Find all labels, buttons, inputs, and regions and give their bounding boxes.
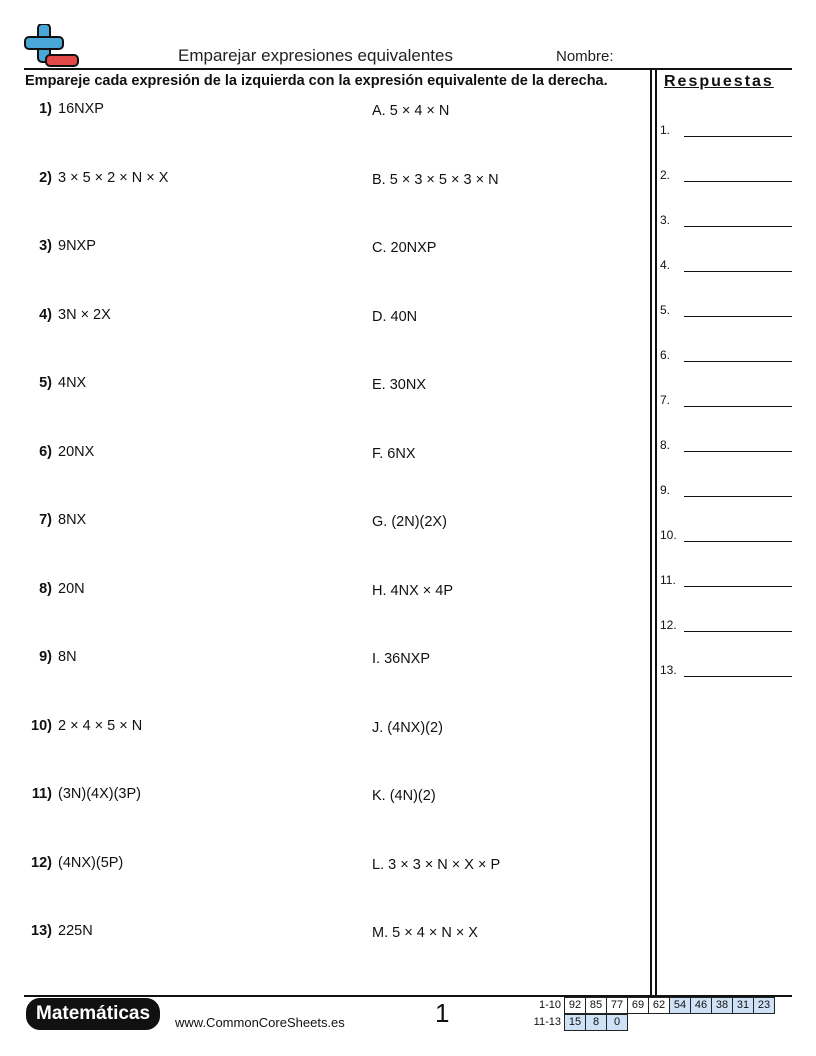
question-number: 1): [39, 101, 52, 117]
answer-line[interactable]: [684, 181, 792, 182]
answer-line[interactable]: [684, 676, 792, 677]
instructions: Empareje cada expresión de la izquierda con la expresión equivalente de la derecha.: [25, 73, 608, 89]
question-expression: 3 × 5 × 2 × N × X: [58, 169, 169, 186]
question-item: [24, 375, 86, 391]
answer-label: 5.: [660, 303, 671, 317]
question-item: [24, 170, 168, 186]
answers-title: Respuestas: [664, 73, 774, 90]
score-cell: 77: [606, 997, 628, 1014]
answer-label: 10.: [660, 528, 677, 542]
question-number: 2): [39, 169, 52, 186]
question-expression: 2 × 4 × 5 × N: [58, 717, 143, 734]
score-cell: 85: [585, 997, 607, 1014]
option-item: K. (4N)(2): [372, 788, 436, 804]
question-expression: 225N: [58, 923, 93, 939]
option-item: D. 40N: [372, 308, 418, 325]
score-cell: 23: [753, 997, 775, 1014]
question-expression: 8N: [58, 649, 77, 665]
question-item: [24, 307, 111, 323]
answer-line[interactable]: [684, 541, 792, 542]
question-item: [24, 649, 77, 665]
question-number: 9): [39, 649, 52, 665]
question-expression: 20NX: [58, 443, 95, 460]
score-cell: 0: [606, 1014, 628, 1031]
question-number: 8): [39, 580, 52, 597]
header-rule: [24, 68, 792, 70]
question-number: 5): [39, 375, 52, 391]
option-item: L. 3 × 3 × N × X × P: [372, 856, 501, 873]
answer-line[interactable]: [684, 406, 792, 407]
answer-label: 11.: [660, 573, 676, 587]
option-item: J. (4NX)(2): [372, 719, 443, 736]
question-number: 3): [39, 238, 52, 254]
question-number: 6): [39, 443, 52, 460]
answer-column-divider: [650, 68, 652, 996]
option-item: M. 5 × 4 × N × X: [372, 925, 478, 941]
answer-line[interactable]: [684, 136, 792, 137]
plus-minus-logo-icon: [24, 24, 80, 68]
question-expression: (4NX)(5P): [58, 854, 124, 871]
option-item: G. (2N)(2X): [372, 514, 447, 530]
question-number: 13): [31, 923, 52, 939]
score-row: [525, 997, 775, 1013]
page-number: 1: [435, 998, 450, 1028]
score-cell: 92: [564, 997, 586, 1014]
option-item: E. 30NX: [372, 377, 426, 393]
score-row-label: 11-13: [533, 1016, 561, 1028]
option-item: A. 5 × 4 × N: [372, 103, 450, 119]
question-expression: 3N × 2X: [58, 306, 111, 323]
answer-line[interactable]: [684, 226, 792, 227]
answer-line[interactable]: [684, 271, 792, 272]
answer-label: 13.: [660, 663, 677, 677]
question-expression: 8NX: [58, 512, 87, 528]
answer-label: 12.: [660, 618, 677, 632]
score-cell: 46: [690, 997, 712, 1014]
question-item: [24, 101, 104, 117]
score-cell: 69: [627, 997, 649, 1014]
answer-line[interactable]: [684, 451, 792, 452]
question-item: [24, 238, 96, 254]
answer-label: 8.: [660, 438, 671, 452]
score-cell: 31: [732, 997, 754, 1014]
worksheet-title: Emparejar expresiones equivalentes: [178, 46, 453, 65]
option-item: C. 20NXP: [372, 240, 437, 256]
score-cell: 15: [564, 1014, 586, 1031]
score-cell: 38: [711, 997, 733, 1014]
answer-label: 7.: [660, 393, 671, 407]
question-item: [24, 786, 141, 802]
question-expression: 9NXP: [58, 238, 96, 254]
question-number: 10): [31, 717, 52, 734]
option-item: B. 5 × 3 × 5 × 3 × N: [372, 171, 499, 188]
question-expression: 16NXP: [58, 101, 104, 117]
score-row: [525, 1014, 628, 1030]
name-label: Nombre:: [556, 48, 614, 65]
score-row-label: 1-10: [538, 999, 561, 1011]
question-number: 7): [39, 512, 52, 528]
answer-label: 6.: [660, 348, 671, 362]
answer-column-divider-inner: [655, 68, 657, 996]
score-cell: 54: [669, 997, 691, 1014]
question-number: 11): [31, 786, 52, 802]
question-item: [24, 581, 85, 597]
answer-label: 4.: [660, 258, 671, 272]
question-number: 12): [31, 854, 52, 871]
question-expression: (3N)(4X)(3P): [58, 786, 141, 802]
question-item: [24, 512, 86, 528]
question-item: [24, 855, 123, 871]
question-number: 4): [39, 306, 52, 323]
score-cell: 62: [648, 997, 670, 1014]
score-cell: 8: [585, 1014, 607, 1031]
answer-label: 2.: [660, 168, 671, 182]
answer-line[interactable]: [684, 361, 792, 362]
question-expression: 4NX: [58, 375, 87, 391]
option-item: F. 6NX: [372, 445, 416, 462]
question-item: [24, 444, 94, 460]
answer-line[interactable]: [684, 496, 792, 497]
site-url: www.CommonCoreSheets.es: [175, 1015, 345, 1030]
brand-badge: Matemáticas: [26, 998, 160, 1030]
option-item: I. 36NXP: [372, 651, 431, 667]
answer-label: 3.: [660, 213, 671, 227]
answer-line[interactable]: [684, 316, 792, 317]
question-item: [24, 923, 93, 939]
question-expression: 20N: [58, 580, 85, 597]
answer-label: 1.: [660, 123, 671, 137]
answer-line[interactable]: [684, 631, 792, 632]
question-item: [24, 718, 142, 734]
answer-label: 9.: [660, 483, 671, 497]
option-item: H. 4NX × 4P: [372, 582, 453, 599]
answer-line[interactable]: [684, 586, 792, 587]
